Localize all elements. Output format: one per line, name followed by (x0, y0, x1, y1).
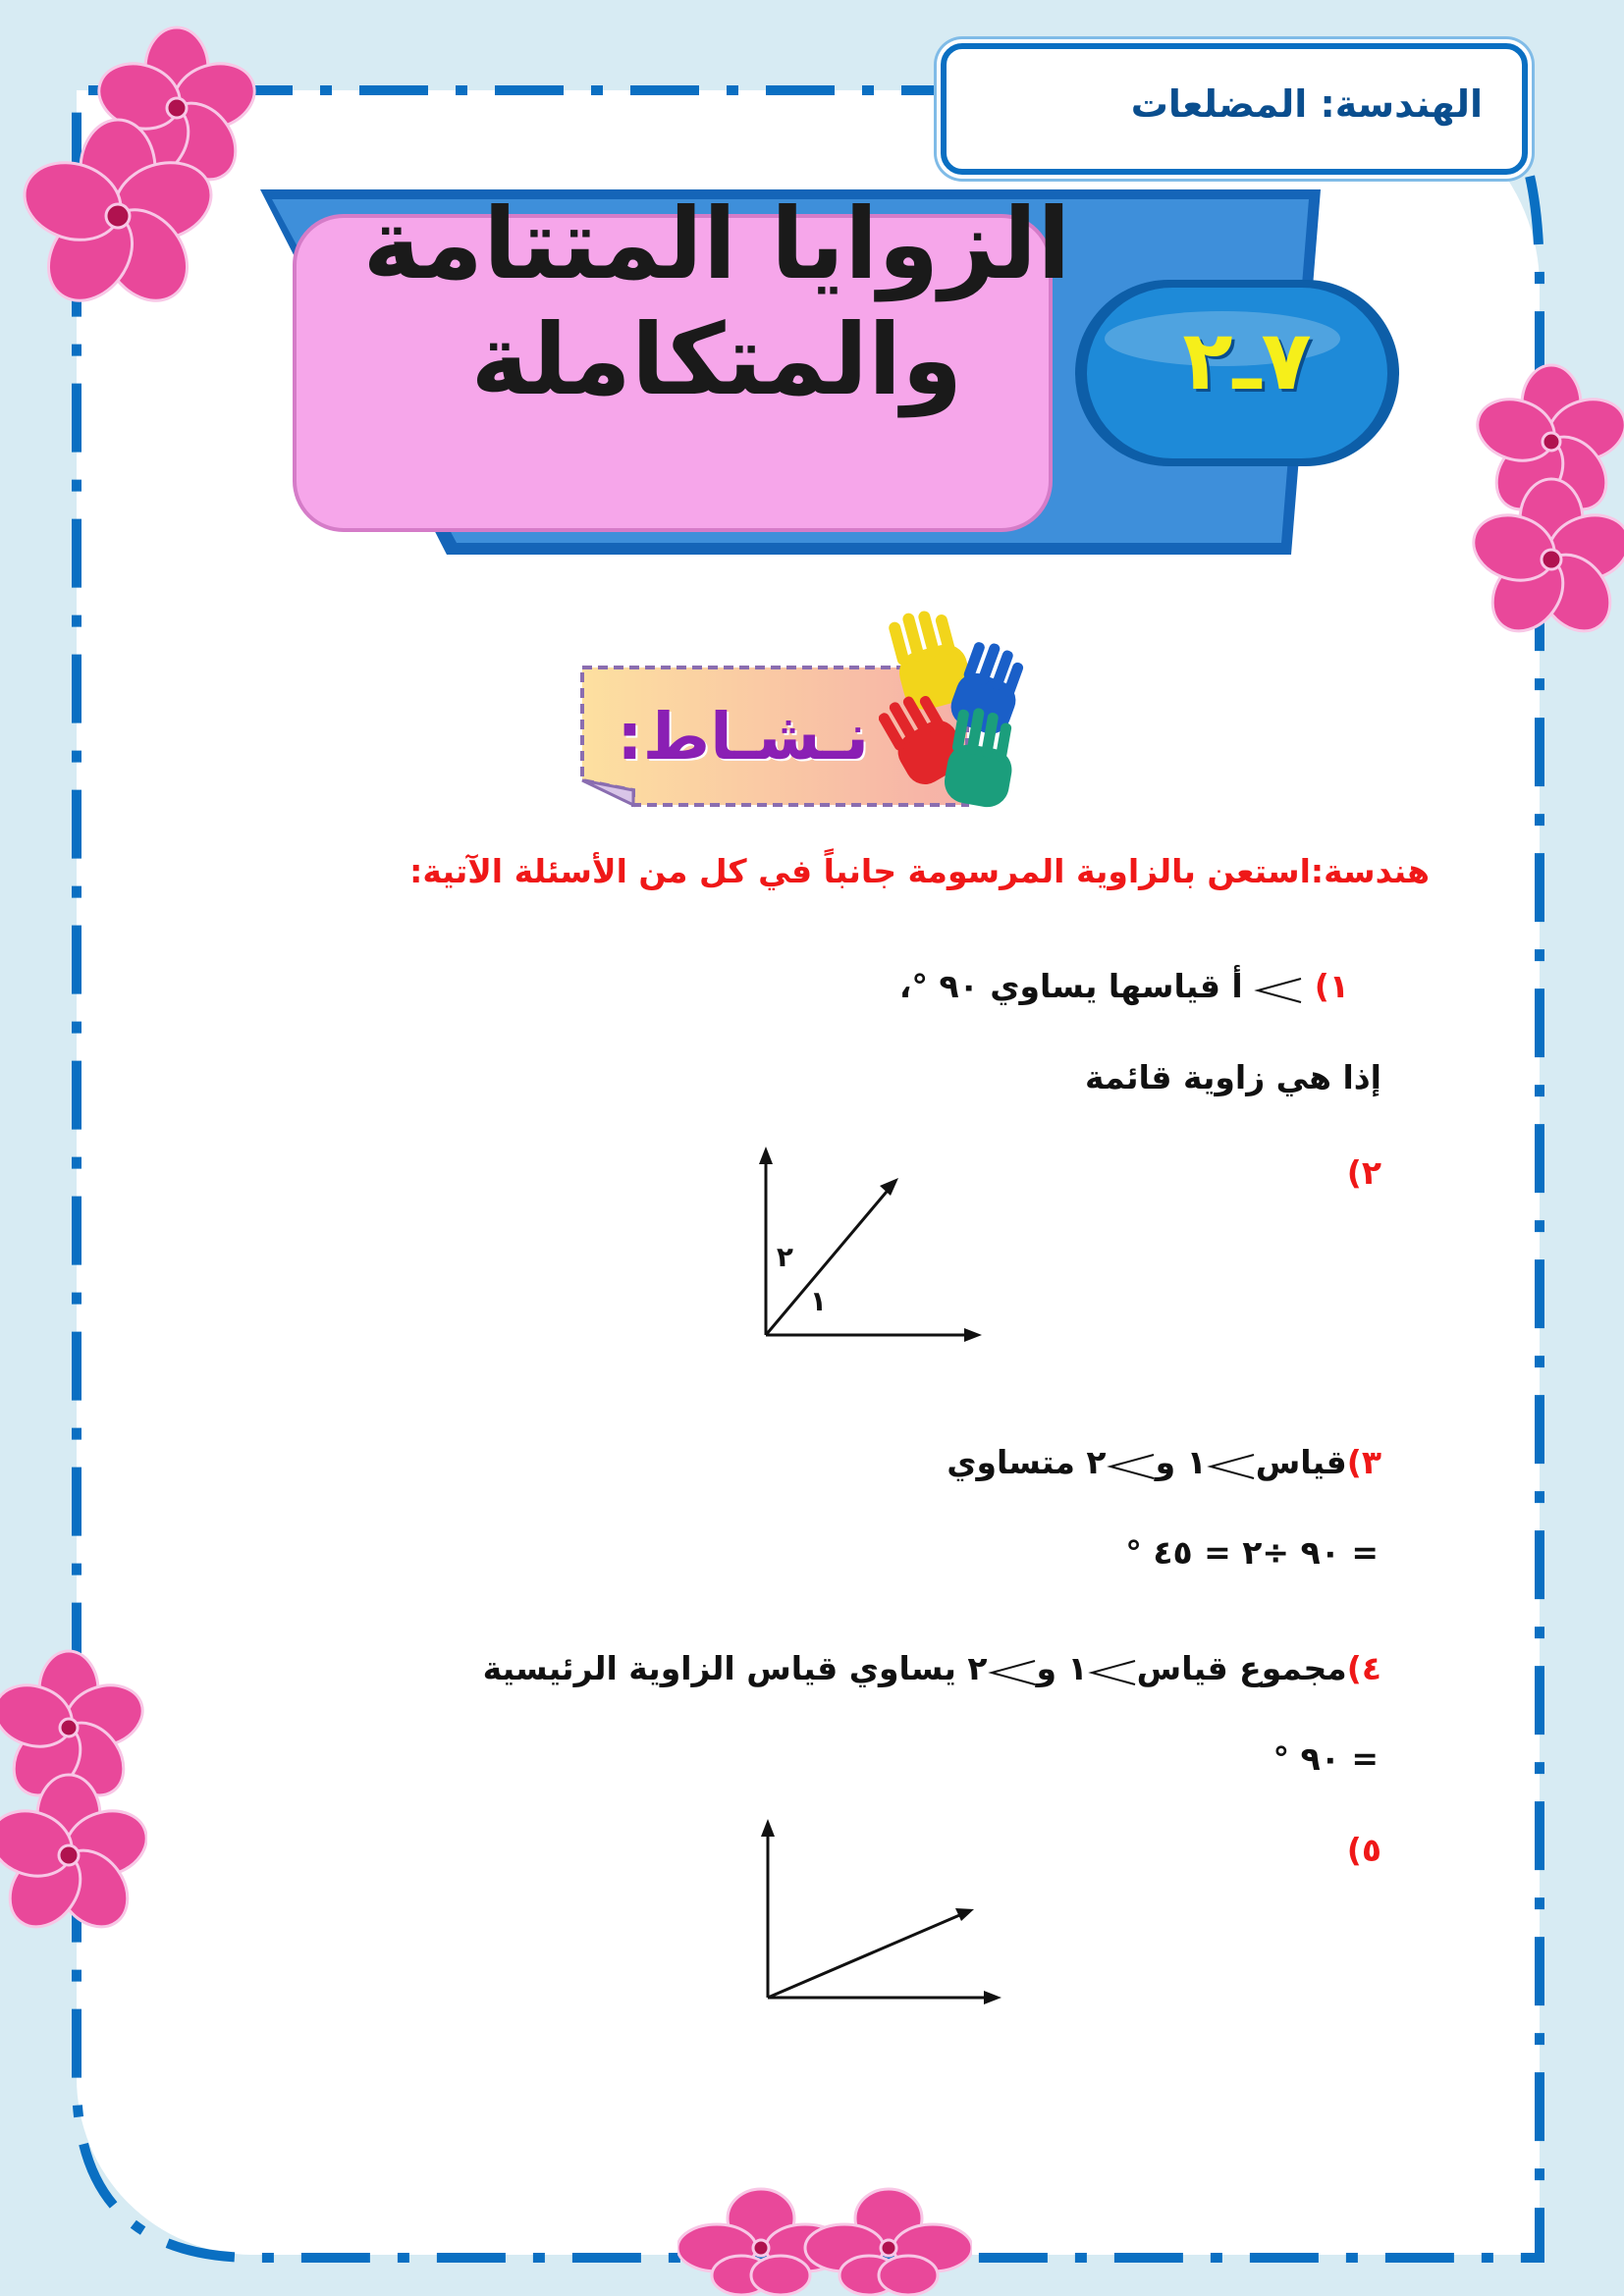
activity-label: نـشـاط: (617, 699, 869, 774)
question-2-number: ٢) (1346, 1153, 1381, 1192)
angle-symbol-icon (1207, 1450, 1256, 1479)
angle-2-label: ٢ (776, 1241, 793, 1273)
question-3-answer: = ٩٠ ÷٢ = ٤٥ ° (1125, 1533, 1379, 1572)
instruction-text: هندسة:استعن بالزاوية المرسومة جانباً في كل من الأسئلة الآتية: (409, 852, 1430, 890)
angle-symbol-icon (1088, 1656, 1137, 1685)
question-4-text-part1: مجموع قياس (1136, 1649, 1347, 1687)
question-3 (947, 1443, 1381, 1481)
question-4-text-part2: ١ و (1036, 1649, 1088, 1687)
angle-diagram-2 (746, 1139, 992, 1345)
lesson-title-line2: والمتكاملة (470, 302, 963, 417)
painted-hands-icon (879, 609, 1026, 820)
angle-1-label: ١ (809, 1285, 827, 1317)
question-1-text: أ قياسها يساوي ٩٠ °، (898, 967, 1243, 1005)
question-3-text-part1: قياس (1255, 1443, 1347, 1481)
flower-cluster-bottom-icon (677, 2179, 972, 2296)
angle-symbol-icon (988, 1656, 1037, 1685)
unit-label: الهندسة: المضلعات (1130, 82, 1483, 126)
angle-symbol-icon (1107, 1450, 1156, 1479)
lesson-number: ٧ـ٢ (1182, 312, 1312, 408)
angle-symbol-icon (1254, 974, 1303, 1003)
question-4-text-part3: ٢ يساوي قياس الزاوية الرئيسية (482, 1649, 988, 1687)
question-3-text-part3: ٢ متساوي (947, 1443, 1107, 1481)
angle-diagram-5 (746, 1811, 1011, 2007)
question-1-number: ١) (1314, 967, 1349, 1005)
lesson-title (295, 187, 1139, 418)
question-3-text-part2: ١ و (1155, 1443, 1207, 1481)
question-4-answer: = ٩٠ ° (1272, 1739, 1379, 1778)
question-4-number: ٤) (1346, 1649, 1381, 1687)
question-4 (483, 1649, 1381, 1687)
question-1-answer: إذا هي زاوية قائمة (1084, 1058, 1381, 1096)
question-3-number: ٣) (1346, 1443, 1381, 1481)
unit-label-box (941, 43, 1528, 175)
question-1 (899, 967, 1349, 1005)
lesson-title-line1: الزوايا المتتامة (362, 187, 1071, 301)
flower-cluster-left-icon (0, 1649, 147, 1973)
flower-cluster-right-icon (1463, 363, 1624, 687)
question-5-number: ٥) (1346, 1831, 1381, 1869)
